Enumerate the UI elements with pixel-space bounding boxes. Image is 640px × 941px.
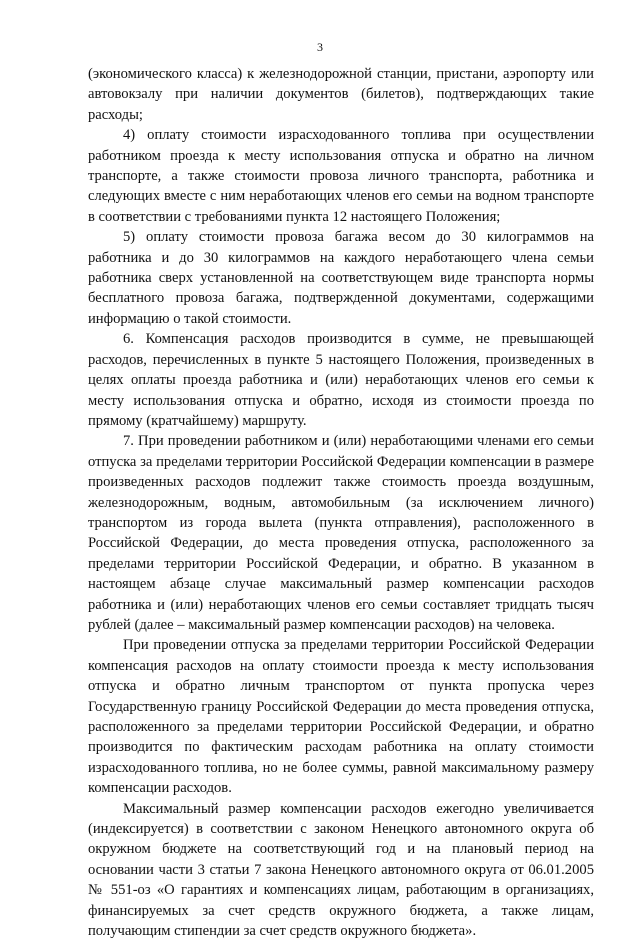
paragraph-clause-7-indexation: Максимальный размер компенсации расходов ежегодно увеличивается (индексируется) в соответствии с законом Ненецкого автономного округа об окружном бюджете на соответствующий год и на плановый период на основании части 3 статьи 7 закона Ненецкого автономного округа от 06.01.2005 № 551-оз «О гарантиях и компенсациях лицам, работающим в организациях, финансируемых за счет средств окружного бюджета, а также лицам, получающим стипендии за счет средств окружного бюджета». [88,800,594,940]
paragraph-clause-7-personal-transport: При проведении отпуска за пределами территории Российской Федерации компенсация расходов на оплату стоимости проезда к месту использования отпуска и обратно личным транспортом от пункта пропуска через Государственную границу Российской Федерации до места проведения отпуска, расположенного за пределами территории Российской Федерации, и обратно производится по фактическим расходам работника на оплату стоимости израсходованного топлива, но не более суммы, равной максимальному размеру компенсации расходов. [88,637,594,797]
paragraph-clause-6: 6. Компенсация расходов производится в сумме, не превышающей расходов, перечисленных в пункте 5 настоящего Положения, произведенных в целях оплаты проезда работника и (или) неработающих членов его семьи к месту использования отпуска и обратно, исходя из стоимости проезда по прямому (кратчайшему) маршруту. [88,331,594,429]
paragraph-item-4: 4) оплату стоимости израсходованного топлива при осуществлении работником проезда к месту использования отпуска и обратно на личном транспорте, а также стоимости провоза личного транспорта, работника и следующих вместе с ним неработающих членов его семьи на водном транспорте в соответствии с требованиями пункта 12 настоящего Положения; [88,127,594,225]
page-number: 3 [317,40,323,54]
paragraph-continuation: (экономического класса) к железнодорожной станции, пристани, аэропорту или автовокзалу при наличии документов (билетов), подтверждающих такие расходы; [88,66,594,123]
paragraph-item-5: 5) оплату стоимости провоза багажа весом до 30 килограммов на работника и до 30 килограммов на каждого неработающего члена семьи работника сверх установленной на соответствующем виде транспорта нормы бесплатного провоза багажа, подтвержденной документами, содержащими информацию о такой стоимости. [88,229,594,327]
paragraph-clause-7: 7. При проведении работником и (или) неработающими членами его семьи отпуска за пределами территории Российской Федерации компенсации в размере произведенных расходов подлежит также стоимость проезда воздушным, железнодорожным, водным, автомобильным (за исключением личного) транспортом из города вылета (пункта отправления), расположенного в Российской Федерации, до места проведения отпуска, расположенного за пределами территории Российской Федерации, и обратно. В указанном в настоящем абзаце случае максимальный размер компенсации расходов работника и (или) неработающих членов его семьи составляет тридцать тысяч рублей (далее – максимальный размер компенсации расходов) на человека. [88,433,594,633]
document-body [88,64,594,941]
